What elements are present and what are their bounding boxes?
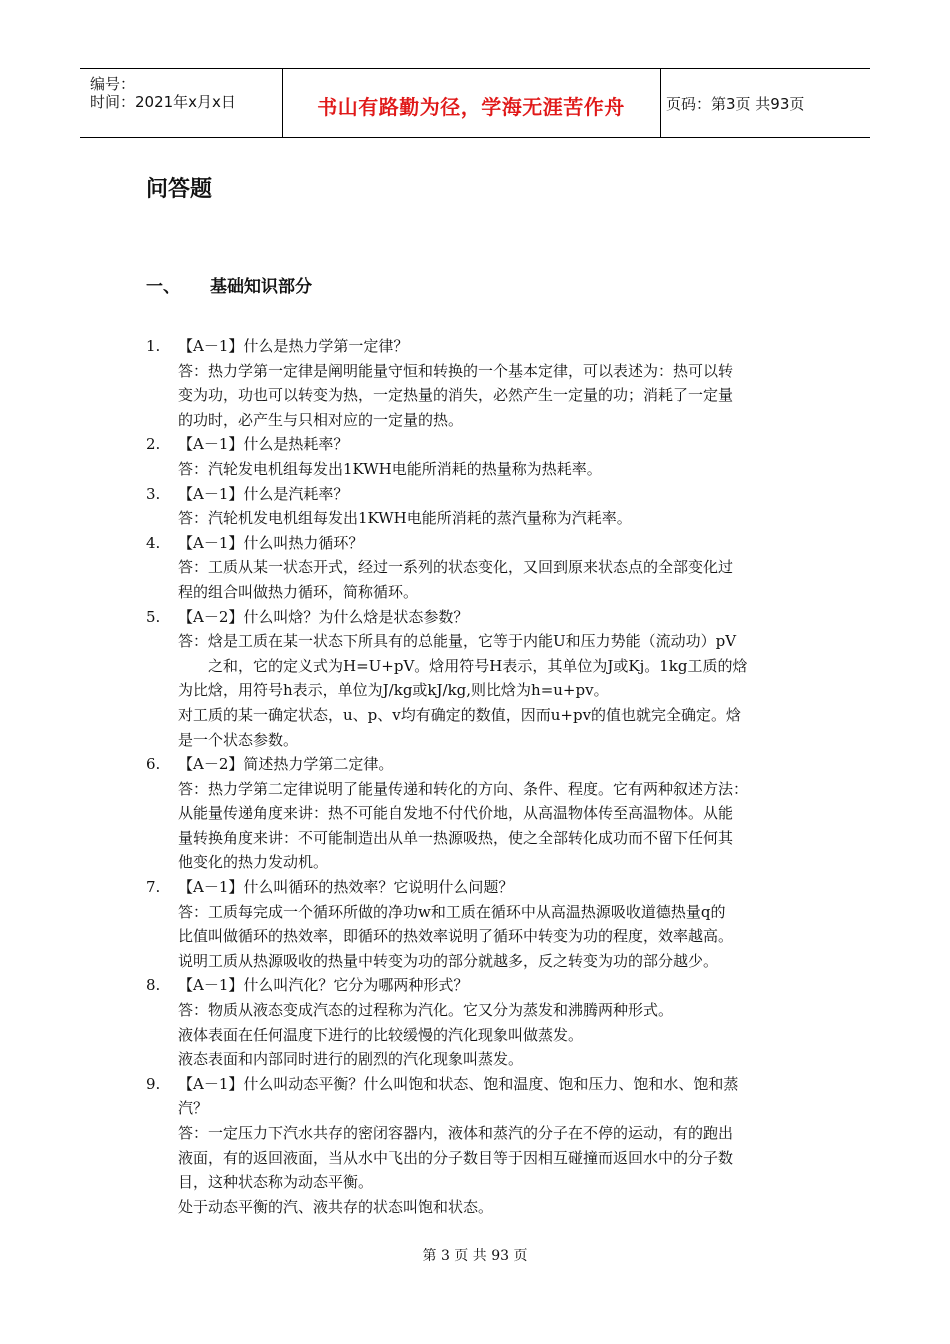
- answer-line: 的功时，必产生与只相对应的一定量的热。: [178, 410, 464, 429]
- page-footer: 第 3 页 共 93 页: [422, 1248, 528, 1264]
- header-motto-cell: [282, 69, 661, 137]
- question-number: 3.: [146, 484, 161, 503]
- answer-line: 液体表面在任何温度下进行的比较缓慢的汽化现象叫做蒸发。: [178, 1025, 584, 1044]
- answer-line: 对工质的某一确定状态，u、p、v均有确定的数值，因而u+pv的值也就完全确定。焓: [178, 705, 742, 724]
- answer-line: 答：工质从某一状态开式，经过一系列的状态变化，又回到原来状态点的全部变化过: [178, 558, 734, 577]
- page-label: 页码：第3页 共93页: [666, 95, 805, 113]
- question-text: 【A－2】简述热力学第二定律。: [178, 755, 394, 774]
- date-label: 时间：2021年x月x日: [90, 93, 236, 111]
- question-item: [146, 334, 818, 432]
- question-number: 9.: [146, 1074, 161, 1093]
- answer-line: 答：焓是工质在某一状态下所具有的总能量，它等于内能U和压力势能（流动功）pV: [178, 632, 737, 651]
- question-item: [146, 973, 818, 1071]
- answer-line: 量转换角度来讲：不可能制造出从单一热源吸热，使之全部转化成功而不留下任何其: [178, 828, 734, 847]
- question-text: 【A－1】什么叫热力循环？: [178, 533, 364, 552]
- page-title: 问答题: [146, 177, 213, 202]
- question-item: [146, 432, 818, 481]
- question-text: 【A－1】什么是汽耗率？: [178, 484, 349, 503]
- answer-line: 之和，它的定义式为H=U+pV。焓用符号H表示，其单位为J或Kj。1kg工质的焓: [208, 656, 748, 675]
- document-header: [80, 68, 870, 138]
- answer-line: 答：物质从液态变成汽态的过程称为汽化。它又分为蒸发和沸腾两种形式。: [178, 1001, 674, 1020]
- question-number: 4.: [146, 533, 161, 552]
- question-text: 【A－1】什么叫循环的热效率？它说明什么问题？: [178, 878, 514, 897]
- answer-line: 是一个状态参数。: [178, 730, 299, 749]
- question-number: 1.: [146, 337, 161, 355]
- question-text: 【A－1】什么叫汽化？它分为哪两种形式？: [178, 976, 469, 995]
- answer-line: 液态表面和内部同时进行的剧烈的汽化现象叫蒸发。: [178, 1050, 524, 1069]
- motto-text: 书山有路勤为径，学海无涯苦作舟: [317, 95, 625, 119]
- question-number: 8.: [146, 976, 161, 995]
- section-number: 一、: [146, 277, 180, 297]
- answer-line: 汽？: [178, 1099, 209, 1118]
- answer-line: 答：工质每完成一个循环所做的净功w和工质在循环中从高温热源吸收道德热量q的: [178, 902, 726, 921]
- answer-line: 变为功，功也可以转变为热，一定热量的消失，必然产生一定量的功；消耗了一定量: [178, 386, 734, 405]
- question-number: 5.: [146, 607, 161, 626]
- question-item: [146, 482, 818, 531]
- question-text: 【A－2】什么叫焓？为什么焓是状态参数？: [178, 607, 469, 626]
- question-item: [146, 1072, 818, 1220]
- header-meta-cell: [80, 69, 283, 137]
- question-item: [146, 605, 818, 753]
- answer-line: 他变化的热力发动机。: [178, 853, 329, 872]
- number-label: 编号：: [90, 75, 136, 93]
- answer-line: 答：汽轮机发电机组每发出1KWH电能所消耗的蒸汽量称为汽耗率。: [178, 509, 632, 528]
- question-item: [146, 875, 818, 973]
- answer-line: 从能量传递角度来讲：热不可能自发地不付代价地，从高温物体传至高温物体。从能: [178, 804, 734, 823]
- answer-line: 液面，有的返回液面，当从水中飞出的分子数目等于因相互碰撞而返回水中的分子数: [178, 1148, 734, 1167]
- section-title: 基础知识部分: [210, 277, 312, 297]
- question-list: [146, 334, 818, 1219]
- answer-line: 答：一定压力下汽水共存的密闭容器内，液体和蒸汽的分子在不停的运动，有的跑出: [178, 1124, 734, 1142]
- answer-line: 目，这种状态称为动态平衡。: [178, 1173, 374, 1192]
- answer-line: 答：热力学第二定律说明了能量传递和转化的方向、条件、程度。它有两种叙述方法：: [178, 779, 749, 798]
- question-text: 【A－1】什么叫动态平衡？什么叫饱和状态、饱和温度、饱和压力、饱和水、饱和蒸: [178, 1074, 739, 1093]
- answer-line: 程的组合叫做热力循环，简称循环。: [178, 582, 419, 601]
- answer-line: 说明工质从热源吸收的热量中转变为功的部分就越多，反之转变为功的部分越少。: [178, 951, 719, 970]
- answer-line: 处于动态平衡的汽、液共存的状态叫饱和状态。: [178, 1197, 494, 1216]
- question-text: 【A－1】什么是热耗率？: [178, 435, 349, 454]
- answer-line: 为比焓，用符号h表示，单位为J/kg或kJ/kg,则比焓为h=u+pv。: [178, 681, 609, 700]
- answer-line: 答：热力学第一定律是阐明能量守恒和转换的一个基本定律，可以表述为：热可以转: [178, 361, 734, 380]
- question-item: [146, 531, 818, 605]
- answer-line: 比值叫做循环的热效率，即循环的热效率说明了循环中转变为功的程度，效率越高。: [178, 927, 734, 946]
- question-text: 【A－1】什么是热力学第一定律？: [178, 337, 409, 355]
- answer-line: 答：汽轮发电机组每发出1KWH电能所消耗的热量称为热耗率。: [178, 459, 602, 478]
- question-number: 6.: [146, 755, 161, 774]
- question-number: 7.: [146, 878, 161, 897]
- question-number: 2.: [146, 435, 161, 454]
- question-item: [146, 752, 818, 875]
- header-page-cell: [660, 69, 870, 137]
